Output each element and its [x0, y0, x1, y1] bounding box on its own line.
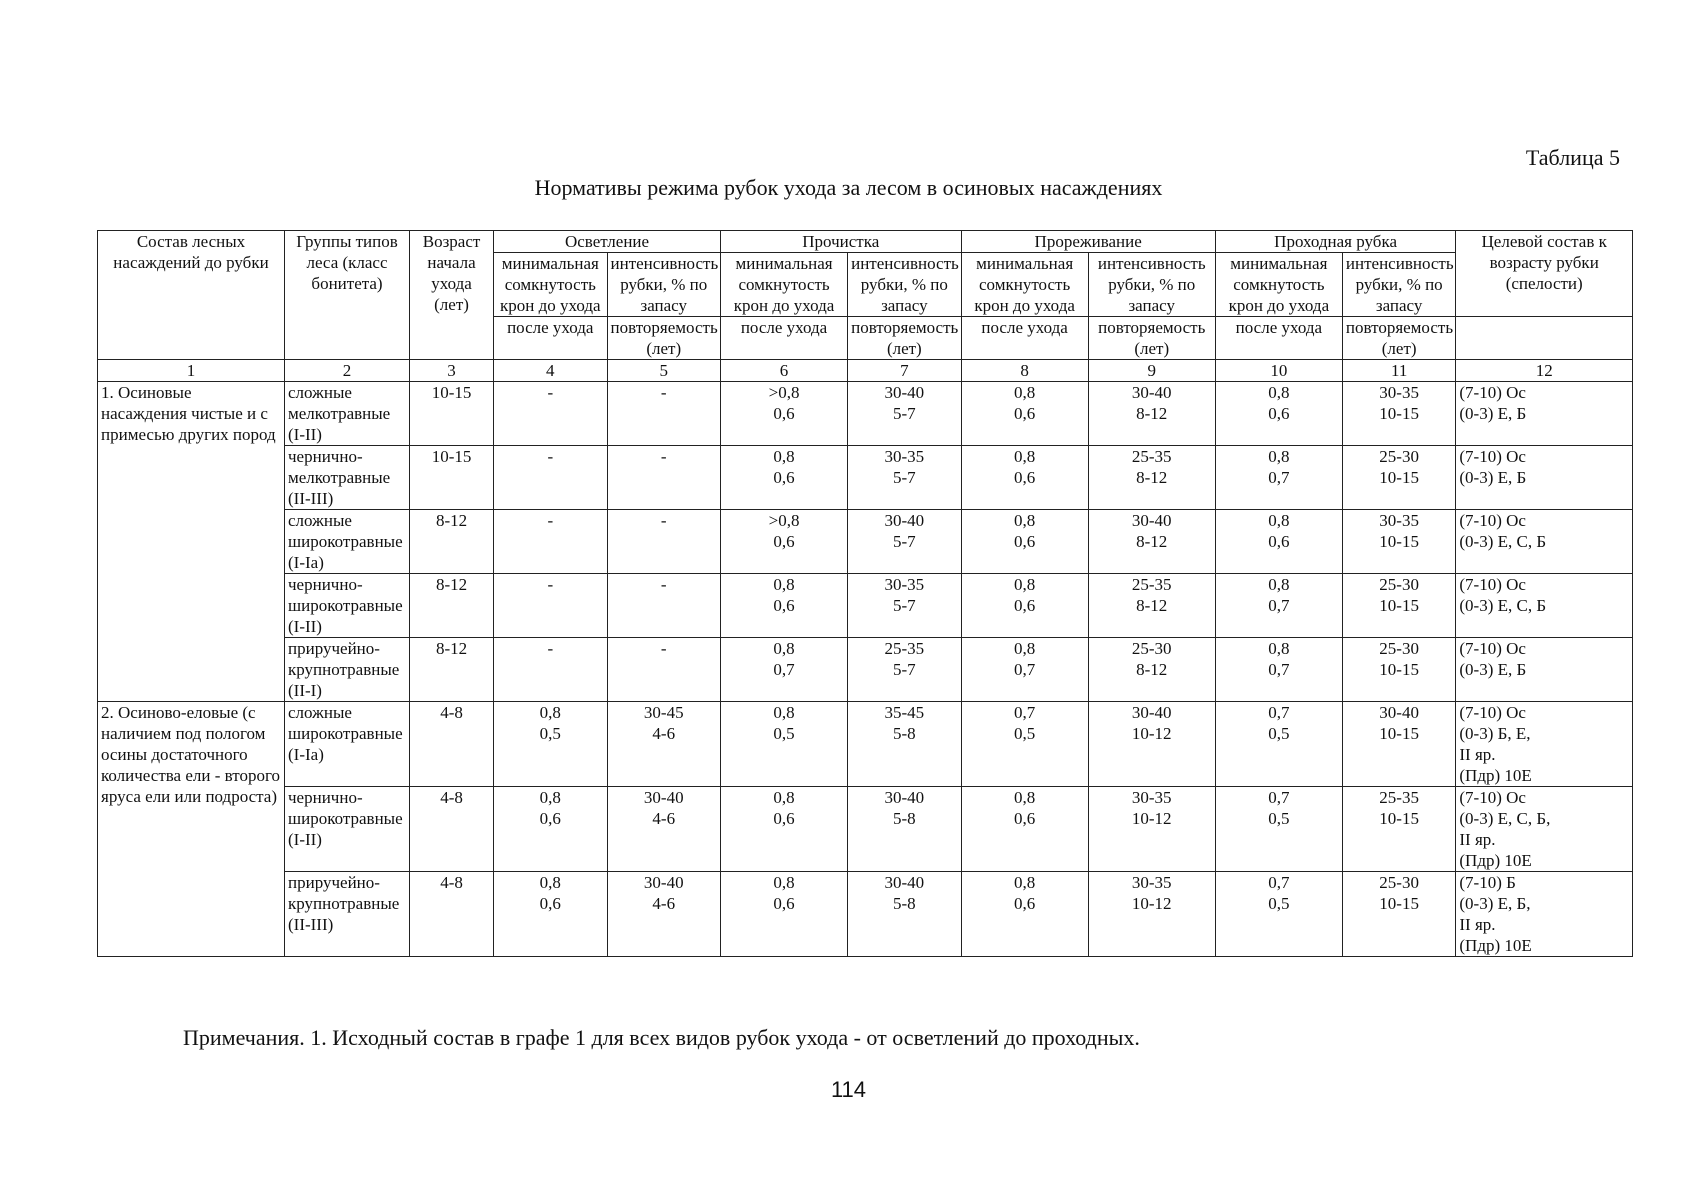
- header-subcolumn: минимальная сомкнутость крон до ухода: [494, 253, 607, 317]
- value-cell: 0,7 0,5: [1215, 787, 1342, 872]
- start-age-cell: 4-8: [410, 787, 494, 872]
- value-cell: -: [607, 510, 720, 574]
- value-cell: 25-35 8-12: [1088, 574, 1215, 638]
- header-subcolumn: повторяемость (лет): [1342, 317, 1455, 360]
- value-cell: >0,8 0,6: [720, 510, 847, 574]
- header-subcolumn: минимальная сомкнутость крон до ухода: [961, 253, 1088, 317]
- norms-table: [97, 230, 1633, 957]
- value-cell: 30-40 5-8: [848, 787, 961, 872]
- header-start-age: Возраст начала ухода (лет): [410, 231, 494, 360]
- value-cell: 30-40 4-6: [607, 872, 720, 957]
- value-cell: 25-35 5-7: [848, 638, 961, 702]
- value-cell: 0,7 0,5: [961, 702, 1088, 787]
- value-cell: 30-40 4-6: [607, 787, 720, 872]
- header-subcolumn: минимальная сомкнутость крон до ухода: [720, 253, 847, 317]
- forest-group-cell: сложные широкотравные (I-Ia): [285, 702, 410, 787]
- column-number: 5: [607, 360, 720, 382]
- value-cell: 30-40 8-12: [1088, 510, 1215, 574]
- value-cell: -: [494, 382, 607, 446]
- value-cell: 25-30 10-15: [1342, 446, 1455, 510]
- column-number: 6: [720, 360, 847, 382]
- table-row: [98, 574, 1633, 638]
- header-composition: Состав лесных насаждений до рубки: [98, 231, 285, 360]
- table-notes: Примечания. 1. Исходный состав в графе 1 для всех видов рубок ухода - от осветлений до проходных.: [183, 1025, 1140, 1050]
- header-subcolumn: после ухода: [494, 317, 607, 360]
- header-subcolumn: повторяемость (лет): [607, 317, 720, 360]
- value-cell: 30-40 5-7: [848, 510, 961, 574]
- value-cell: -: [607, 446, 720, 510]
- value-cell: 30-35 5-7: [848, 574, 961, 638]
- header-forest-group: Группы типов леса (класс бонитета): [285, 231, 410, 360]
- value-cell: 25-30 8-12: [1088, 638, 1215, 702]
- table-row: [98, 382, 1633, 446]
- table-row: [98, 446, 1633, 510]
- value-cell: 30-40 5-8: [848, 872, 961, 957]
- start-age-cell: 8-12: [410, 510, 494, 574]
- column-number: 7: [848, 360, 961, 382]
- value-cell: 35-45 5-8: [848, 702, 961, 787]
- value-cell: -: [494, 574, 607, 638]
- header-subcolumn: интенсивность рубки, % по запасу: [1342, 253, 1455, 317]
- value-cell: 30-35 10-15: [1342, 510, 1455, 574]
- forest-group-cell: чернично-широкотравные (I-II): [285, 787, 410, 872]
- target-composition-cell: (7-10) Ос (0-3) Е, Б: [1456, 638, 1633, 702]
- composition-cell: 2. Осиново-еловые (с наличием под пологом осины достаточного количества ели - второго яруса ели или подроста): [98, 702, 285, 957]
- start-age-cell: 4-8: [410, 872, 494, 957]
- table-label: Таблица 5: [1525, 145, 1620, 170]
- forest-group-cell: приручейно-крупнотравные (II-III): [285, 872, 410, 957]
- value-cell: 30-40 5-7: [848, 382, 961, 446]
- table-title: Нормативы режима рубок ухода за лесом в осиновых насаждениях: [534, 175, 1163, 200]
- header-cut-type: Прочистка: [720, 231, 961, 253]
- page-number: 114: [830, 1077, 867, 1102]
- column-number: 2: [285, 360, 410, 382]
- value-cell: 0,8 0,6: [720, 446, 847, 510]
- header-subcolumn: повторяемость (лет): [848, 317, 961, 360]
- header-cut-type: Осветление: [494, 231, 721, 253]
- value-cell: 0,8 0,6: [961, 382, 1088, 446]
- column-number: 12: [1456, 360, 1633, 382]
- value-cell: 30-40 8-12: [1088, 382, 1215, 446]
- table-body: [98, 231, 1633, 957]
- value-cell: >0,8 0,6: [720, 382, 847, 446]
- column-number-row: [98, 360, 1633, 382]
- column-number: 1: [98, 360, 285, 382]
- value-cell: 0,8 0,7: [720, 638, 847, 702]
- value-cell: 0,7 0,5: [1215, 872, 1342, 957]
- value-cell: -: [494, 510, 607, 574]
- composition-cell: 1. Осиновые насаждения чистые и с примесью других пород: [98, 382, 285, 702]
- value-cell: 0,8 0,7: [1215, 638, 1342, 702]
- forest-group-cell: приручейно-крупнотравные (II-I): [285, 638, 410, 702]
- value-cell: -: [494, 446, 607, 510]
- value-cell: 25-35 8-12: [1088, 446, 1215, 510]
- value-cell: -: [607, 382, 720, 446]
- value-cell: -: [607, 574, 720, 638]
- start-age-cell: 10-15: [410, 382, 494, 446]
- value-cell: -: [607, 638, 720, 702]
- value-cell: 30-35 10-12: [1088, 787, 1215, 872]
- target-composition-cell: (7-10) Б (0-3) Е, Б, II яр. (Пдр) 10Е: [1456, 872, 1633, 957]
- forest-group-cell: чернично-широкотравные (I-II): [285, 574, 410, 638]
- value-cell: 30-35 10-15: [1342, 382, 1455, 446]
- value-cell: 30-45 4-6: [607, 702, 720, 787]
- column-number: 9: [1088, 360, 1215, 382]
- value-cell: 0,8 0,6: [961, 510, 1088, 574]
- value-cell: -: [494, 638, 607, 702]
- value-cell: 30-35 10-12: [1088, 872, 1215, 957]
- value-cell: 25-35 10-15: [1342, 787, 1455, 872]
- value-cell: 0,7 0,5: [1215, 702, 1342, 787]
- value-cell: 0,8 0,6: [494, 787, 607, 872]
- start-age-cell: 10-15: [410, 446, 494, 510]
- value-cell: 0,8 0,6: [961, 872, 1088, 957]
- value-cell: 30-35 5-7: [848, 446, 961, 510]
- value-cell: 0,8 0,6: [961, 574, 1088, 638]
- value-cell: 25-30 10-15: [1342, 638, 1455, 702]
- value-cell: 0,8 0,6: [494, 872, 607, 957]
- column-number: 10: [1215, 360, 1342, 382]
- header-subcolumn: минимальная сомкнутость крон до ухода: [1215, 253, 1342, 317]
- column-number: 3: [410, 360, 494, 382]
- header-subcolumn: после ухода: [1215, 317, 1342, 360]
- table-row: [98, 702, 1633, 787]
- value-cell: 0,8 0,6: [961, 446, 1088, 510]
- start-age-cell: 8-12: [410, 638, 494, 702]
- value-cell: 0,8 0,6: [961, 787, 1088, 872]
- header-subcolumn: интенсивность рубки, % по запасу: [848, 253, 961, 317]
- start-age-cell: 4-8: [410, 702, 494, 787]
- value-cell: 0,8 0,6: [1215, 382, 1342, 446]
- header-subcolumn: после ухода: [961, 317, 1088, 360]
- forest-group-cell: сложные мелкотравные (I-II): [285, 382, 410, 446]
- target-composition-cell: (7-10) Ос (0-3) Е, С, Б: [1456, 510, 1633, 574]
- value-cell: 25-30 10-15: [1342, 872, 1455, 957]
- value-cell: 0,8 0,7: [1215, 574, 1342, 638]
- value-cell: 0,8 0,6: [720, 872, 847, 957]
- table-row: [98, 510, 1633, 574]
- header-target: Целевой состав к возрасту рубки (спелости): [1456, 231, 1633, 317]
- header-row-1: [98, 231, 1633, 253]
- target-composition-cell: (7-10) Ос (0-3) Е, Б: [1456, 446, 1633, 510]
- column-number: 8: [961, 360, 1088, 382]
- value-cell: 25-30 10-15: [1342, 574, 1455, 638]
- value-cell: 0,8 0,6: [1215, 510, 1342, 574]
- header-blank-cell: [1456, 317, 1633, 360]
- header-subcolumn: интенсивность рубки, % по запасу: [607, 253, 720, 317]
- target-composition-cell: (7-10) Ос (0-3) Б, Е, II яр. (Пдр) 10Е: [1456, 702, 1633, 787]
- value-cell: 0,8 0,5: [720, 702, 847, 787]
- value-cell: 0,8 0,6: [720, 574, 847, 638]
- target-composition-cell: (7-10) Ос (0-3) Е, Б: [1456, 382, 1633, 446]
- value-cell: 0,8 0,7: [1215, 446, 1342, 510]
- column-number: 4: [494, 360, 607, 382]
- table-row: [98, 872, 1633, 957]
- header-subcolumn: после ухода: [720, 317, 847, 360]
- value-cell: 0,8 0,5: [494, 702, 607, 787]
- target-composition-cell: (7-10) Ос (0-3) Е, С, Б, II яр. (Пдр) 10Е: [1456, 787, 1633, 872]
- value-cell: 30-40 10-12: [1088, 702, 1215, 787]
- start-age-cell: 8-12: [410, 574, 494, 638]
- column-number: 11: [1342, 360, 1455, 382]
- header-subcolumn: повторяемость (лет): [1088, 317, 1215, 360]
- value-cell: 30-40 10-15: [1342, 702, 1455, 787]
- table-row: [98, 787, 1633, 872]
- target-composition-cell: (7-10) Ос (0-3) Е, С, Б: [1456, 574, 1633, 638]
- forest-group-cell: сложные широкотравные (I-Ia): [285, 510, 410, 574]
- header-subcolumn: интенсивность рубки, % по запасу: [1088, 253, 1215, 317]
- header-cut-type: Проходная рубка: [1215, 231, 1456, 253]
- table-row: [98, 638, 1633, 702]
- forest-group-cell: чернично-мелкотравные (II-III): [285, 446, 410, 510]
- value-cell: 0,8 0,7: [961, 638, 1088, 702]
- value-cell: 0,8 0,6: [720, 787, 847, 872]
- header-cut-type: Прореживание: [961, 231, 1215, 253]
